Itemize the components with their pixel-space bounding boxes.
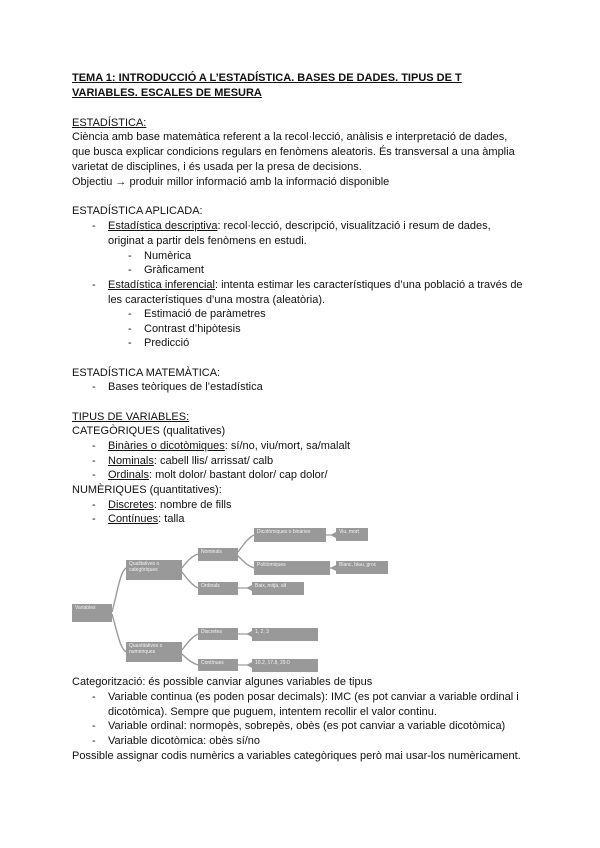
connector-quant-discretes xyxy=(182,634,198,650)
bullet-dash: - xyxy=(128,337,132,349)
ordinals-term: Ordinals xyxy=(108,469,149,481)
bullet-dash: - xyxy=(92,220,96,232)
categoritzacio-item-2: Variable ordinal: normopès, sobrepès, obès (es pot canviar a variable dicotòmica) xyxy=(108,720,506,732)
tree-example-discretes: 1, 2, 3 xyxy=(252,628,318,641)
estadistica-text-3: varietat de disciplines, i és usada per la presa de decisions. xyxy=(72,161,362,173)
inferencial-text: : intenta estimar les característiques d’una població a través de xyxy=(215,279,523,291)
categoritzacio-item-3: Variable dicotòmica: obès sí/no xyxy=(108,735,261,747)
inferencial-sub-3: Predicció xyxy=(144,337,190,349)
descriptiva-sub-1: Numèrica xyxy=(144,250,192,262)
inferencial-text-2: les característiques d’una mostra (aleatòria). xyxy=(108,294,326,306)
numeriques-heading: NUMÈRIQUES (quantitatives): xyxy=(72,484,222,496)
categoritzacio-item-1b: dicotòmica). Sempre que puguem, intentem recollir el valor continu. xyxy=(108,706,437,718)
tree-node-quantitatives: Quantitatives o numèriques xyxy=(126,642,182,662)
nominals-text: : cabell llis/ arrissat/ calb xyxy=(153,455,274,467)
estadistica-text-1: Ciència amb base matemàtica referent a la recol·lecció, anàlisis e interpretació de dades, xyxy=(72,131,508,143)
bullet-dash: - xyxy=(128,264,132,276)
connector-quant-continues xyxy=(182,654,198,665)
connector-root-quant xyxy=(112,614,126,652)
continues-term: Contínues xyxy=(108,513,159,525)
tree-node-continues: Contínues xyxy=(198,659,238,671)
categoritzacio-item-1a: Variable continua (es poden posar decimals): IMC (es pot canviar a variable ordinal i xyxy=(108,691,519,703)
discretes-text: : nombre de fills xyxy=(153,499,232,511)
estadistica-heading: ESTADÍSTICA: xyxy=(72,117,147,129)
connector-root-qual xyxy=(112,568,126,612)
descriptiva-sub-2: Gràficament xyxy=(144,264,204,276)
bullet-dash: - xyxy=(92,735,96,747)
tree-node-root: Variables xyxy=(72,604,112,622)
bullet-dash: - xyxy=(92,691,96,703)
tree-node-dicotomiques: Dicotòmiques o binàries xyxy=(254,528,326,542)
page-title-line-2: VARIABLES. ESCALES DE MESURA xyxy=(72,87,262,99)
descriptiva-text: : recol·lecció, descripció, visualització i resum de dades, xyxy=(217,220,491,232)
categoriques-heading: CATEGÒRIQUES (qualitatives) xyxy=(72,425,226,437)
connector-qual-nominals xyxy=(182,554,198,568)
matematica-heading: ESTADÍSTICA MATEMÀTICA: xyxy=(72,367,221,379)
matematica-item: Bases teòriques de l’estadística xyxy=(108,381,263,393)
descriptiva-term: Estadística descriptiva xyxy=(108,220,218,232)
continues-text: : talla xyxy=(158,513,185,525)
connector-nominals-dicot xyxy=(238,535,254,552)
tree-node-ordinals: Ordinals xyxy=(198,582,238,595)
categoritzacio-intro: Categorització: és possible canviar algunes variables de tipus xyxy=(72,676,373,688)
tree-example-politomiques: Blanc, blau, groc xyxy=(336,561,388,574)
bullet-dash: - xyxy=(92,279,96,291)
connector-qual-ordinals xyxy=(182,572,198,588)
ordinals-text: : molt dolor/ bastant dolor/ cap dolor/ xyxy=(148,469,328,481)
estadistica-text-2: que busca explicar condicions regulars en fenòmens aleatoris. És transversal a una àmplia xyxy=(72,146,515,158)
tree-node-politomiques: Politòmiques xyxy=(254,561,330,575)
bullet-dash: - xyxy=(92,381,96,393)
bullet-dash: - xyxy=(128,308,132,320)
bullet-dash: - xyxy=(92,720,96,732)
tree-node-discretes: Discretes xyxy=(198,628,238,640)
connector-nominals-polit xyxy=(238,556,254,568)
binaries-term: Binàries o dicotòmiques xyxy=(108,440,225,452)
tree-example-dicotomiques: Viu, mort xyxy=(336,528,368,541)
discretes-term: Discretes xyxy=(108,499,154,511)
nominals-term: Nominals xyxy=(108,455,154,467)
bullet-dash: - xyxy=(128,323,132,335)
bullet-dash: - xyxy=(92,469,96,481)
bullet-dash: - xyxy=(92,455,96,467)
tipus-heading: TIPUS DE VARIABLES: xyxy=(72,411,190,423)
categoritzacio-final: Possible assignar codis numèrics a variables categòriques però mai usar-los numèricament. xyxy=(72,750,521,762)
bullet-dash: - xyxy=(92,499,96,511)
estadistica-objectiu: Objectiu → produir millor informació amb la informació disponible xyxy=(72,176,390,188)
tree-node-qualitatives: Qualitatives o categòriques xyxy=(126,560,182,580)
tree-example-continues: 10.2, 17.8, 29.0 xyxy=(252,659,318,672)
bullet-dash: - xyxy=(92,513,96,525)
descriptiva-text-2: originat a partir dels fenòmens en estudi. xyxy=(108,235,307,247)
tree-example-ordinals: Baix, mitjà, alt xyxy=(252,582,304,595)
inferencial-sub-1: Estimació de paràmetres xyxy=(144,308,266,320)
bullet-dash: - xyxy=(92,440,96,452)
tree-node-nominals: Nominals xyxy=(198,548,238,561)
aplicada-heading: ESTADÍSTICA APLICADA: xyxy=(72,205,203,217)
inferencial-sub-2: Contrast d’hipòtesis xyxy=(144,323,241,335)
page-title-line-1: TEMA 1: INTRODUCCIÓ A L’ESTADÍSTICA. BASES DE DADES. TIPUS DE T xyxy=(72,72,462,84)
inferencial-term: Estadística inferencial xyxy=(108,279,215,291)
binaries-text: : sí/no, viu/mort, sa/malalt xyxy=(224,440,351,452)
bullet-dash: - xyxy=(128,250,132,262)
